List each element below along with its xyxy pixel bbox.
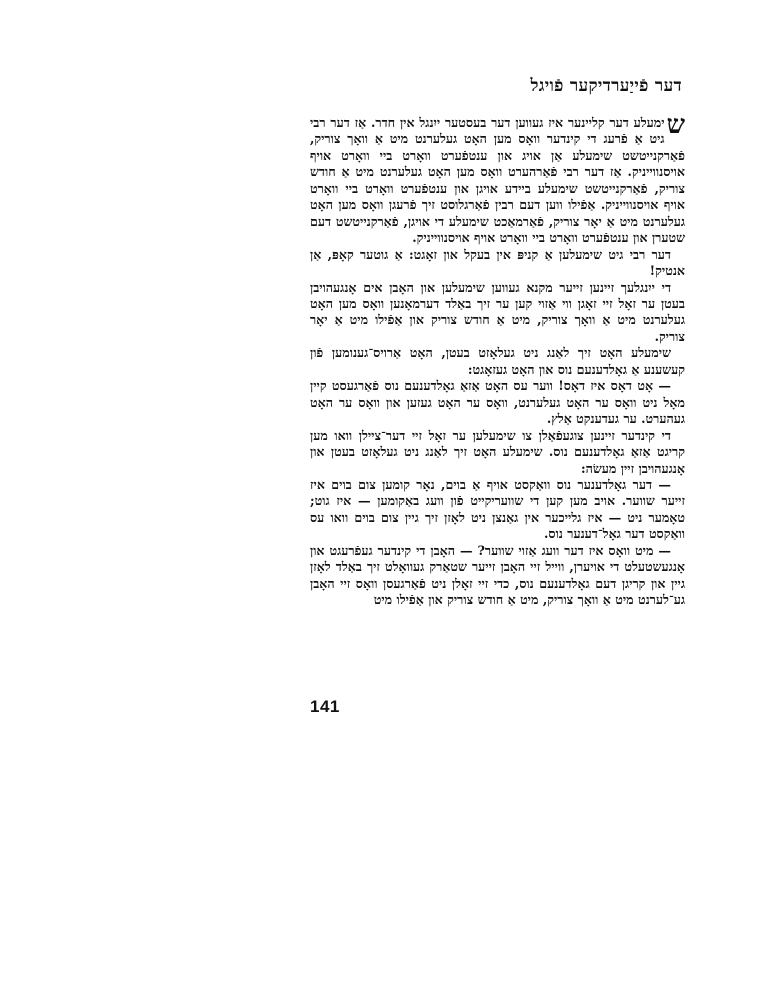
drop-initial: ש	[666, 110, 685, 140]
paragraph-text: די קינדער זיינען צוגעפֿאַלן צו שימעלען ער זאָל זיי דער־ציילן וואו מען קריגט אַזאַ גאָלדענעם נוס. שימעלע האָט זיך לאַנג ניט געלאָזט בעטן און אָנגעהויבן זיין מעשׂה:	[310, 427, 685, 476]
paragraph	[310, 428, 685, 477]
paragraph-text: שימעלע האָט זיך לאַנג ניט געלאָזט בעטן, האָט אַרויס־גענומען פֿון קעשענע אַ גאָלדענעם נוס און האָט געזאָגט:	[310, 345, 685, 377]
paragraph-text: — אָט דאָס איז דאָס! ווער עס האָט אַזאַ גאָלדענעם נוס פֿאַרגעסט קיין מאָל ניט וואָס ער האָט געלערנט, וואָס ער האָט געזען און וואָס ער האָט געהערט. ער געדענקט אַלץ.	[310, 378, 685, 427]
paragraph	[310, 543, 685, 609]
paragraph	[310, 280, 685, 346]
page-number: 141	[310, 697, 340, 716]
paragraph-text: ימעלע דער קליינער איז געווען דער בעסטער ייִנגל אין חדר. אַז דער רבי גיט אַ פֿרעג די קינדער וואָס מען האָט געלערנט מיט אַ וואָך צוריק, פֿאַרקנייטשט שימעלע אַן אויג און ענטפֿערט וואָרט ביי וואָרט אויף אויסנווייניק. אַז דער רבי פֿאַרהערט וואָס מען האָט געלערנט מיט אַ חודש צוריק, פֿאַרקנייטשט שימעלע ביידע אויגן און ענטפֿערט וואָרט ביי וואָרט אויף אויסנווייניק. אַפֿילו ווען דעם רבין פֿאַרגלוסט זיך פֿרעגן וואָס מען האָט געלערנט מיט אַ יאָר צוריק, פֿאַרמאַכט שימעלע די אויגן, פֿאַרקנייטשט דעם שטערן און ענטפֿערט וואָרט ביי וואָרט אויף אויסנווייניק.	[310, 115, 685, 246]
paragraph	[310, 247, 685, 280]
paragraph	[310, 378, 685, 427]
running-head: דער פֿייַערדיקער פֿויגל	[530, 76, 682, 96]
paragraph-text: — מיט וואָס איז דער וועג אַזוי שווער? — האָבן די קינדער געפֿרעגט און אָנגעשטעלט די אויערן, ווייל זיי האָבן זייער שטאַרק געוואָלט זיך באַלד לאָזן גיין און קריגן דעם גאָלדענעם נוס, כדי זיי זאָלן ניט פֿאַרגעסן וואָס זיי האָבן גע־לערנט מיט אַ וואָך צוריק, מיט אַ חודש צוריק און אַפֿילו מיט	[310, 542, 685, 608]
paragraph	[310, 345, 685, 378]
paragraph-text: די ייִנגלעך זיינען זייער מקנא געווען שימעלען און האָבן אים אָנגעהויבן בעטן ער זאָל זיי זאָגן ווי אַזוי קען ער זיך באַלד דערמאָנען וואָס מען האָט געלערנט מיט אַ וואָך צוריק, מיט אַ חודש צוריק און אַפֿילו מיט אַ יאָר צוריק.	[310, 279, 685, 344]
paragraph-text: — דער גאָלדענער נוס וואַקסט אויף אַ בוים, נאָר קומען צום בוים איז זייער שווער. אויב מען קען די שוועריקייט פֿון וועג באַקומען — איז גוט; טאָמער ניט — איז גלייכער אין גאַנצן ניט לאָזן זיך גיין צום בוים וואו עס וואַקסט דער גאָל־דענער נוס.	[310, 476, 685, 542]
paragraph	[310, 110, 685, 247]
body-text	[310, 110, 685, 609]
paragraph-text: דער רבי גיט שימעלען אַ קניפּ אין בעקל און זאָגט: אַ גוטער קאָפּ, אַן אנטיק!	[310, 246, 685, 279]
paragraph	[310, 477, 685, 543]
